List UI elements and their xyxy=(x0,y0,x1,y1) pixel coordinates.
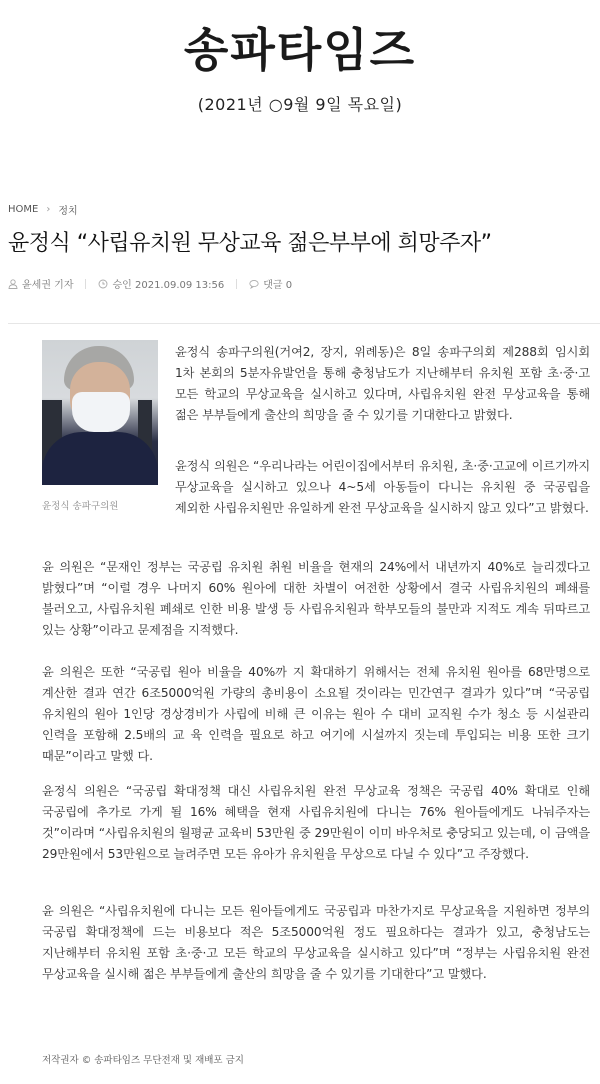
article-paragraph: 윤정식 송파구의원(거여2, 장지, 위례동)은 8일 송파구의회 제288회 임시회 1차 본회의 5분자유발언을 통해 충청남도가 지난해부터 유치원 포함 초·중·고 모든 학교의 무상교육을 실시하고 있다며, 사립유치원 완전 무상교육을 통해 젊은 부부들에게 출산의 희망을 줄 수 있기를 기대한다고 밝혔다. xyxy=(175,345,590,422)
photo-caption: 윤정식 송파구의원 xyxy=(42,501,119,512)
article-paragraph: 윤정식 의원은 “우리나라는 어린이집에서부터 유치원, 초·중·고교에 이르기까지 무상교육을 실시하고 있으나 4~5세 아동들이 다니는 유치원 중 국공립을 제외한 사립유치원만 유일하게 완전 무상교육을 실시하지 않고 있다”고 밝혔다. xyxy=(175,459,590,515)
meta-divider xyxy=(236,279,237,289)
approval-time xyxy=(98,276,224,291)
author-info xyxy=(8,276,73,291)
article-paragraph: 윤 의원은 또한 “국공립 원아 비율을 40%까 지 확대하기 위해서는 전체 유치원 원아를 68만명으로 계산한 결과 연간 6조5000억원 가량의 총비용이 소요될 것이라는 민간연구 결과가 있다”며 “국공립 유치원의 원아 1인당 경상경비가 사립에 비해 큰 이유는 원아 수 대비 교직원 수가 청소 등 시설관리 인력을 포함해 2.5배의 교 육 인력을 필요로 하고 여기에 시설까지 짓는데 투입되는 비용 또한 크기 때문”이라고 말했 다. xyxy=(42,665,590,763)
breadcrumb-home-link[interactable]: HOME xyxy=(8,204,39,215)
article-paragraph: 윤 의원은 “문재인 정부는 국공립 유치원 취원 비율을 현재의 24%에서 내년까지 40%로 늘리겠다고 밝혔다”며 “이럴 경우 나머지 60% 원아에 대한 차별이 여전한 상황에서 결국 사립유치원의 폐쇄를 불러오고, 사립유치원 폐쇄로 인한 비용 발생 등 사립유치원과 학부모들의 불만과 지적도 계속 뒤따르고 있는 상황”이라고 문제점을 지적했다. xyxy=(42,560,590,637)
speech-bubble-icon xyxy=(249,279,259,289)
person-icon xyxy=(8,279,18,289)
copyright-notice: 저작권자 © 송파타임즈 무단전재 및 재배포 금지 xyxy=(42,1055,244,1066)
article-paragraph: 윤정식 의원은 “국공립 확대정책 대신 사립유치원 완전 무상교육 정책은 국공립 40% 확대로 인해 국공립에 추가로 가게 될 16% 혜택을 현재 사립유치원에 다니는 76% 원아들에게도 나눠주자는 것”이라며 “사립유치원의 월평균 교육비 53만원 중 29만원이 이미 바우처로 충당되고 있는데, 이 금액을 29만원에서 53만원으로 늘려주면 모든 유아가 유치원을 무상으로 다닐 수 있다”고 주장했다. xyxy=(42,784,590,861)
chevron-right-icon: › xyxy=(46,204,51,215)
header-divider xyxy=(8,323,600,324)
article-meta xyxy=(8,276,292,291)
breadcrumb xyxy=(8,202,78,217)
publication-date: (2021년 ○9월 9일 목요일) xyxy=(197,95,403,114)
author-name[interactable]: 윤세권 기자 xyxy=(22,280,74,291)
meta-divider xyxy=(85,279,86,289)
newspaper-masthead: 송파타임즈 xyxy=(183,23,417,77)
breadcrumb-section-link[interactable]: 정치 xyxy=(58,206,78,217)
clock-icon xyxy=(98,279,108,289)
comment-count[interactable] xyxy=(249,276,292,291)
councilor-photo xyxy=(42,340,158,485)
photo-mask xyxy=(72,392,130,432)
article-headline: 윤정식 “사립유치원 무상교육 젊은부부에 희망주자” xyxy=(8,231,492,256)
article-paragraph: 윤 의원은 “사립유치원에 다니는 모든 원아들에게도 국공립과 마찬가지로 무상교육을 지원하면 정부의 국공립 확대정책에 드는 비용보다 적은 5조5000억원 정도 필요하다는 결과가 있고, 충청남도는 지난해부터 유치원 포함 초·중·고 모든 학교의 무상교육을 실시하고 있다”며 “정부는 사립유치원 완전 무상교육을 실시해 젊은 부부들에게 출산의 희망을 줄 수 있기를 기대한다”고 말했다. xyxy=(42,904,590,981)
photo-body xyxy=(42,432,158,485)
approval-timestamp: 승인 2021.09.09 13:56 xyxy=(112,280,225,291)
comment-count-label[interactable]: 댓글 0 xyxy=(263,280,293,291)
